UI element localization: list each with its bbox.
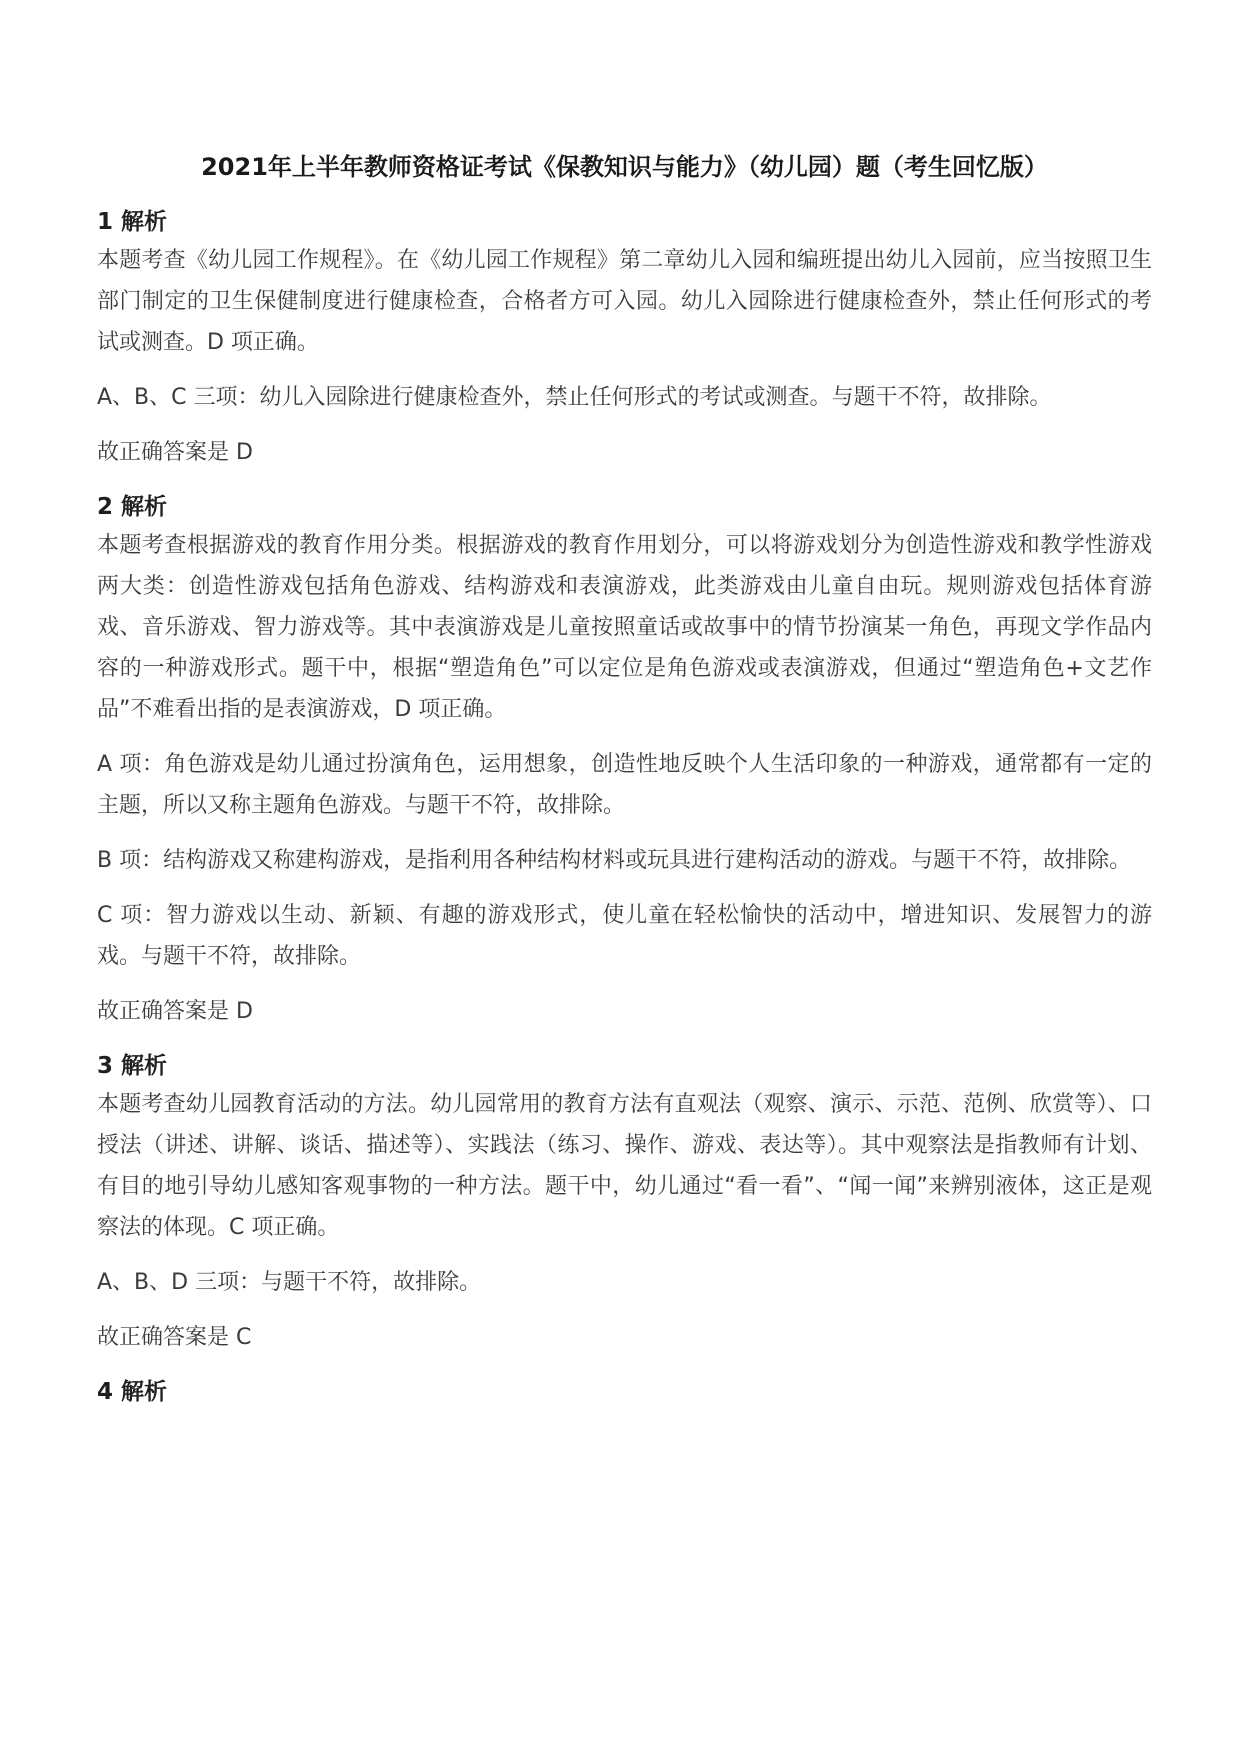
paragraph: A、B、D 三项：与题干不符，故排除。 bbox=[97, 1270, 482, 1295]
section-heading: 1 解析 bbox=[97, 209, 168, 235]
paragraph: 本题考查《幼儿园工作规程》。在《幼儿园工作规程》第二章幼儿入园和编班提出幼儿入园前，应当按照卫生部门制定的卫生保健制度进行健康检查，合格者方可入园。幼儿入园除进行健康检查外，禁止任何形式的考试或测查。D 项正确。 bbox=[97, 248, 1152, 355]
paragraph: B 项：结构游戏又称建构游戏，是指利用各种结构材料或玩具进行建构活动的游戏。与题干不符，故排除。 bbox=[97, 848, 1132, 873]
answer-line: 故正确答案是 D bbox=[97, 999, 253, 1024]
document-page bbox=[97, 150, 1152, 1410]
paragraph: 本题考查根据游戏的教育作用分类。根据游戏的教育作用划分，可以将游戏划分为创造性游戏和教学性游戏两大类：创造性游戏包括角色游戏、结构游戏和表演游戏，此类游戏由儿童自由玩。规则游戏包括体育游戏、音乐游戏、智力游戏等。其中表演游戏是儿童按照童话或故事中的情节扮演某一角色，再现文学作品内容的一种游戏形式。题干中，根据“塑造角色”可以定位是角色游戏或表演游戏，但通过“塑造角色+文艺作品”不难看出指的是表演游戏，D 项正确。 bbox=[97, 533, 1152, 722]
section-3 bbox=[97, 1048, 1152, 1358]
paragraph: A 项：角色游戏是幼儿通过扮演角色，运用想象，创造性地反映个人生活印象的一种游戏，通常都有一定的主题，所以又称主题角色游戏。与题干不符，故排除。 bbox=[97, 752, 1152, 818]
section-heading: 2 解析 bbox=[97, 494, 168, 520]
section-4 bbox=[97, 1374, 1152, 1410]
paragraph: 本题考查幼儿园教育活动的方法。幼儿园常用的教育方法有直观法（观察、演示、示范、范例、欣赏等）、口授法（讲述、讲解、谈话、描述等）、实践法（练习、操作、游戏、表达等）。其中观察法是指教师有计划、有目的地引导幼儿感知客观事物的一种方法。题干中，幼儿通过“看一看”、“闻一闻”来辨别液体，这正是观察法的体现。C 项正确。 bbox=[97, 1092, 1152, 1240]
answer-line: 故正确答案是 D bbox=[97, 440, 253, 465]
paragraph: C 项：智力游戏以生动、新颖、有趣的游戏形式，使儿童在轻松愉快的活动中，增进知识、发展智力的游戏。与题干不符，故排除。 bbox=[97, 903, 1152, 969]
section-heading: 4 解析 bbox=[97, 1379, 168, 1405]
section-2 bbox=[97, 489, 1152, 1032]
section-heading: 3 解析 bbox=[97, 1053, 168, 1079]
paragraph: A、B、C 三项：幼儿入园除进行健康检查外，禁止任何形式的考试或测查。与题干不符，故排除。 bbox=[97, 385, 1052, 410]
document-title: 2021年上半年教师资格证考试《保教知识与能力》（幼儿园）题（考生回忆版） bbox=[201, 153, 1048, 181]
section-1 bbox=[97, 204, 1152, 473]
answer-line: 故正确答案是 C bbox=[97, 1325, 252, 1350]
